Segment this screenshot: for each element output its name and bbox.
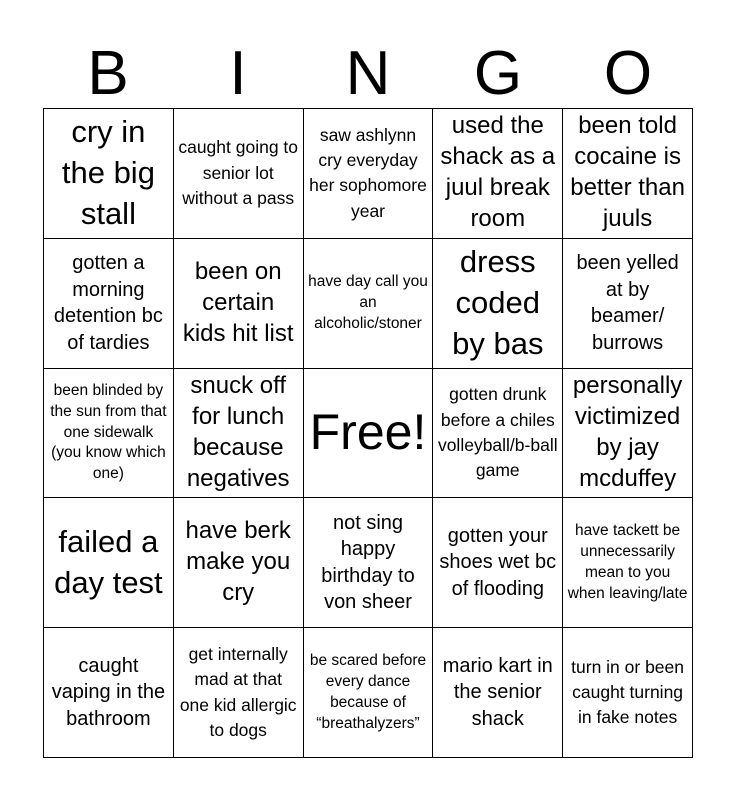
header-letter-n: N xyxy=(345,39,391,108)
cell-text: caught vaping in the bathroom xyxy=(51,654,166,730)
cell-text: gotten your shoes wet bc of flooding xyxy=(439,524,557,601)
bingo-cell-r1c3[interactable] xyxy=(304,109,434,239)
cell-text: mario kart in the senior shack xyxy=(442,654,553,730)
header-letter-g: G xyxy=(473,39,523,108)
bingo-cell-r2c5[interactable] xyxy=(563,239,693,369)
cell-text: personally victimized by jay mcduffey xyxy=(572,372,683,492)
cell-text: gotten drunk before a chiles volleyball/b-ball game xyxy=(437,384,558,481)
cell-text: been on certain kids hit list xyxy=(182,257,294,347)
cell-text: snuck off for lunch because negatives xyxy=(186,372,290,492)
cell-text: have tackett be unnecessarily mean to you when leaving/late xyxy=(567,521,688,602)
header-letter-i: I xyxy=(229,39,247,108)
bingo-cell-r5c1[interactable] xyxy=(44,628,174,758)
bingo-cell-r5c2[interactable] xyxy=(174,628,304,758)
cell-text: used the shack as a juul break room xyxy=(440,112,556,233)
bingo-cell-r4c4[interactable] xyxy=(433,498,563,628)
bingo-cell-r3c1[interactable] xyxy=(44,369,174,499)
cell-text: turn in or been caught turning in fake notes xyxy=(571,656,685,728)
cell-text: not sing happy birthday to von sheer xyxy=(321,511,415,614)
bingo-header xyxy=(43,40,693,108)
bingo-cell-r1c5[interactable] xyxy=(563,109,693,239)
cell-text: have berk make you cry xyxy=(185,517,291,607)
header-letter-b: B xyxy=(87,39,129,108)
cell-text: gotten a morning detention bc of tardies xyxy=(53,252,163,354)
bingo-cell-r2c4[interactable] xyxy=(433,239,563,369)
bingo-cell-free[interactable] xyxy=(304,369,434,499)
cell-text: be scared before every dance because of “breathalyzers” xyxy=(309,651,427,732)
bingo-cell-r3c5[interactable] xyxy=(563,369,693,499)
bingo-cell-r2c1[interactable] xyxy=(44,239,174,369)
bingo-cell-r4c1[interactable] xyxy=(44,498,174,628)
bingo-cell-r4c2[interactable] xyxy=(174,498,304,628)
bingo-cell-r5c5[interactable] xyxy=(563,628,693,758)
bingo-cell-r5c4[interactable] xyxy=(433,628,563,758)
cell-text: saw ashlynn cry everyday her sophomore year xyxy=(309,124,427,221)
cell-text: have day call you an alcoholic/stoner xyxy=(308,272,428,332)
bingo-cell-r3c4[interactable] xyxy=(433,369,563,499)
cell-text: get internally mad at that one kid allergic to dogs xyxy=(179,643,297,740)
bingo-cell-r5c3[interactable] xyxy=(304,628,434,758)
bingo-board xyxy=(43,108,693,758)
cell-text: caught going to senior lot without a pass xyxy=(178,137,299,209)
bingo-cell-r1c1[interactable] xyxy=(44,109,174,239)
bingo-cell-r3c2[interactable] xyxy=(174,369,304,499)
cell-text: been told cocaine is better than juuls xyxy=(570,112,685,233)
bingo-cell-r4c3[interactable] xyxy=(304,498,434,628)
cell-text: been yelled at by beamer/ burrows xyxy=(576,252,679,354)
cell-text: cry in the big stall xyxy=(61,114,155,231)
cell-text: dress coded by bas xyxy=(452,243,544,361)
cell-text: been blinded by the sun from that one sidewalk (you know which one) xyxy=(50,381,167,483)
bingo-cell-r2c2[interactable] xyxy=(174,239,304,369)
bingo-cell-r1c4[interactable] xyxy=(433,109,563,239)
bingo-cell-r4c5[interactable] xyxy=(563,498,693,628)
bingo-cell-r2c3[interactable] xyxy=(304,239,434,369)
header-letter-o: O xyxy=(603,39,653,108)
bingo-cell-r1c2[interactable] xyxy=(174,109,304,239)
free-space-label: Free! xyxy=(309,404,427,461)
cell-text: failed a day test xyxy=(54,523,163,600)
